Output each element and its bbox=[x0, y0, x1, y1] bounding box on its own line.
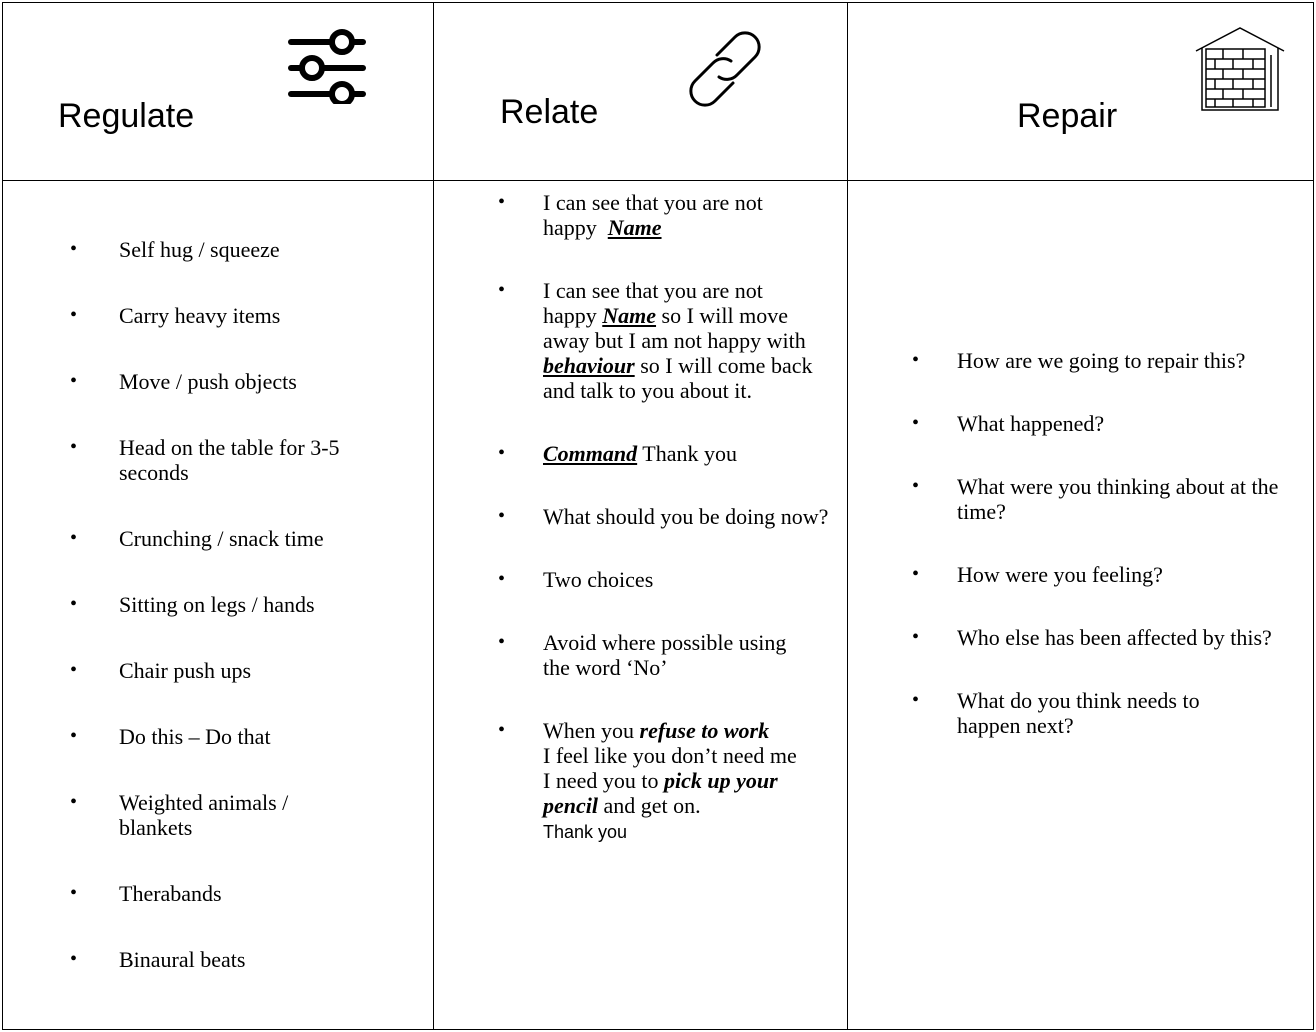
list-item: • What should you be doing now? bbox=[498, 504, 829, 529]
repair-cell bbox=[848, 181, 1314, 1030]
list-item: • Therabands bbox=[70, 881, 222, 906]
list-item: • Move / push objects bbox=[70, 369, 297, 394]
list-item: • Crunching / snack time bbox=[70, 526, 324, 551]
sliders-icon bbox=[287, 28, 367, 104]
list-item: • What do you think needs to happen next? bbox=[912, 688, 1200, 738]
content-row bbox=[3, 181, 1314, 1030]
repair-header-cell bbox=[848, 3, 1314, 181]
list-item: • I can see that you are not happy Name bbox=[498, 190, 763, 240]
regulate-list bbox=[3, 181, 433, 972]
header-row bbox=[3, 3, 1314, 181]
list-item: • Chair push ups bbox=[70, 658, 251, 683]
list-item: • Command Thank you bbox=[498, 441, 737, 466]
list-item: • Who else has been affected by this? bbox=[912, 625, 1272, 650]
list-item: • How are we going to repair this? bbox=[912, 348, 1246, 373]
brick-house-icon bbox=[1193, 25, 1287, 113]
regulate-cell bbox=[3, 181, 434, 1030]
list-item: • Two choices bbox=[498, 567, 654, 592]
list-item: • Self hug / squeeze bbox=[70, 237, 280, 262]
list-item: • Head on the table for 3-5 seconds bbox=[70, 435, 340, 485]
relate-header-cell bbox=[434, 3, 848, 181]
list-item: • How were you feeling? bbox=[912, 562, 1163, 587]
list-item: • Carry heavy items bbox=[70, 303, 281, 328]
list-item: • Binaural beats bbox=[70, 947, 246, 972]
list-item: • Weighted animals / blankets bbox=[70, 790, 289, 840]
relate-cell bbox=[434, 181, 848, 1030]
list-item: • What were you thinking about at the time? bbox=[912, 474, 1279, 524]
relate-title: Relate bbox=[500, 93, 599, 131]
regulate-title: Regulate bbox=[58, 97, 195, 135]
regulate-header-cell bbox=[3, 3, 434, 181]
list-item: • Avoid where possible using the word ‘No’ bbox=[498, 630, 787, 680]
list-item: • When you refuse to work I feel like you don’t need me I need you to pick up your pencil and get on. Thank you bbox=[498, 718, 797, 842]
link-icon bbox=[675, 19, 775, 119]
list-item: • What happened? bbox=[912, 411, 1105, 436]
list-item: • Do this – Do that bbox=[70, 724, 271, 749]
list-item: • I can see that you are not happy Name so I will move away but I am not happy with behaviour so I will come back and talk to you about it. bbox=[498, 278, 813, 403]
repair-title: Repair bbox=[1017, 97, 1118, 135]
repair-list bbox=[848, 181, 1313, 738]
strategy-table bbox=[2, 2, 1314, 1030]
relate-list bbox=[434, 181, 847, 845]
list-item: • Sitting on legs / hands bbox=[70, 592, 315, 617]
